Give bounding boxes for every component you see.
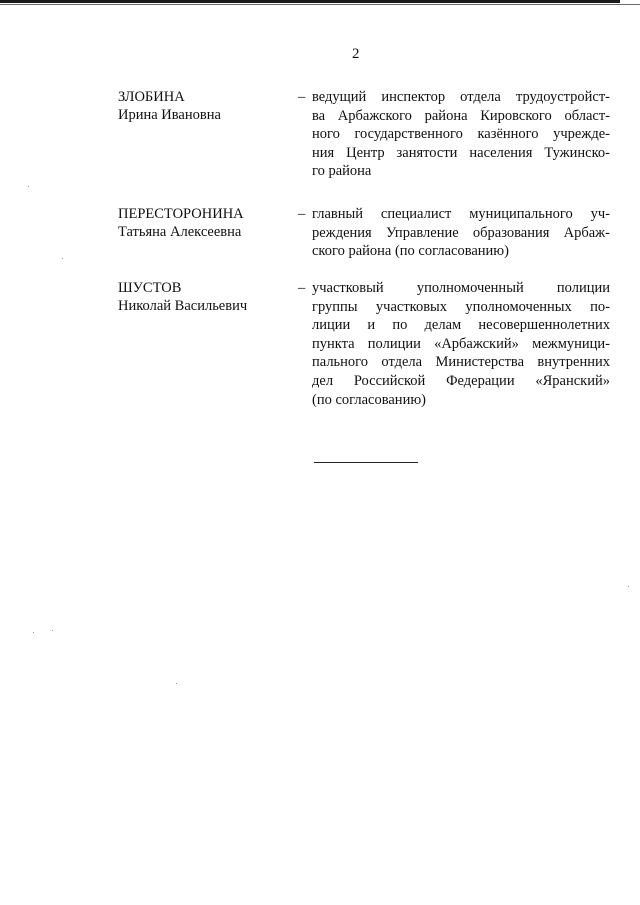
member-surname: ПЕРЕСТОРОНИНА [118, 206, 244, 222]
position-line: пального отдела Министерства внутренних [312, 354, 610, 371]
member-surname: ЗЛОБИНА [118, 89, 185, 105]
position-line: дел Российской Федерации «Яранский» [312, 372, 610, 389]
top-border-rule [0, 0, 620, 3]
closing-rule [314, 462, 418, 463]
position-line: участковый уполномоченный полиции [312, 280, 610, 296]
member-name [118, 279, 288, 315]
top-border-thin-rule [0, 4, 640, 5]
scan-speck [176, 683, 177, 684]
position-line: главный специалист муниципального уч- [312, 206, 610, 222]
position-line: реждения Управление образования Арбаж- [312, 224, 610, 241]
scan-speck [52, 630, 53, 631]
scan-speck [628, 586, 629, 587]
scan-speck [28, 186, 29, 187]
page-number: 2 [352, 46, 360, 62]
member-given-names: Ирина Ивановна [118, 107, 221, 123]
member-given-names: Татьяна Алексеевна [118, 224, 242, 240]
scan-speck [62, 258, 63, 259]
position-line: пункта полиции «Арбажский» межмуници- [312, 335, 610, 352]
position-line: ного государственного казённого учрежде- [312, 126, 610, 143]
position-line: ведущий инспектор отдела трудоустройст- [312, 89, 610, 105]
scan-speck [33, 632, 34, 633]
position-line: ского района (по согласованию) [312, 243, 509, 260]
position-line: лиции и по делам несовершеннолетних [312, 317, 610, 334]
position-line: го района [312, 163, 372, 180]
member-surname: ШУСТОВ [118, 280, 182, 296]
position-line: ва Арбажского района Кировского област- [312, 107, 610, 124]
position-line: (по согласованию) [312, 391, 426, 408]
position-line: ния Центр занятости населения Тужинско- [312, 144, 610, 161]
member-position [312, 205, 610, 261]
member-name [118, 205, 288, 241]
entry-dash: – [298, 206, 306, 222]
entry-dash: – [298, 89, 306, 105]
position-line: группы участковых уполномоченных по- [312, 298, 610, 315]
member-position [312, 279, 610, 409]
member-given-names: Николай Васильевич [118, 298, 248, 314]
member-name [118, 88, 288, 124]
member-position [312, 88, 610, 181]
entry-dash: – [298, 280, 306, 296]
